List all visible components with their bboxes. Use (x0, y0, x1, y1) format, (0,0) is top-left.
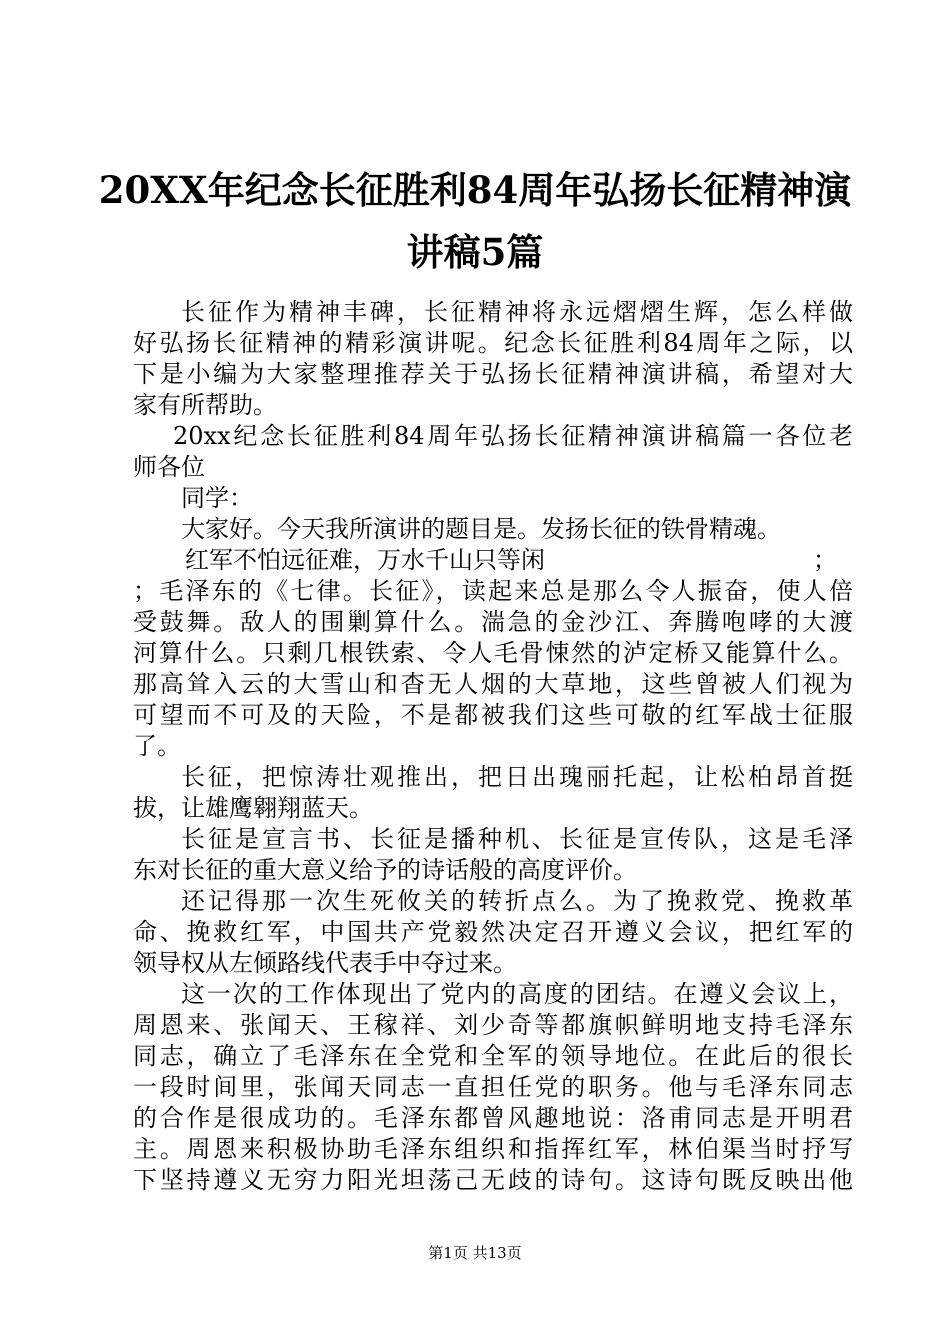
paragraph-line: 拔，让雄鹰翱翔蓝天。 (133, 794, 373, 822)
paragraph-line: 家有所帮助。 (133, 391, 277, 419)
paragraph-line: 受鼓舞。敌人的围剿算什么。湍急的金沙江、奔腾咆哮的大渡 (133, 608, 853, 636)
paragraph-line: 主。周恩来积极协助毛泽东组织和指挥红军，林伯渠当时抒写 (133, 1135, 853, 1163)
paragraph-line: 下坚持遵义无穷力阳光坦荡己无歧的诗句。这诗句既反映出他 (133, 1166, 853, 1194)
document-body (133, 297, 853, 1196)
page-footer: 第1页 共13页 (428, 1244, 522, 1262)
paragraph-line: 周恩来、张闻天、王稼祥、刘少奇等都旗帜鲜明地支持毛泽东 (133, 1011, 853, 1039)
paragraph-line: 师各位 (133, 453, 205, 481)
document-title-line-1: 20XX年纪念长征胜利84周年弘扬长征精神演 (98, 168, 852, 212)
paragraph-line: 东对长征的重大意义给予的诗话般的高度评价。 (133, 856, 637, 884)
paragraph-line: 长征，把惊涛壮观推出，把日出瑰丽托起，让松柏昂首挺 (181, 763, 853, 791)
poem-line: 红军不怕远征难，万水千山只等闲 (185, 546, 545, 574)
paragraph-line: 命、挽救红军，中国共产党毅然决定召开遵义会议，把红军的 (133, 918, 853, 946)
paragraph-line: 好弘扬长征精神的精彩演讲呢。纪念长征胜利84周年之际，以 (133, 329, 853, 357)
paragraph-line: 同学： (181, 484, 253, 512)
paragraph-line: 了。 (133, 732, 181, 760)
paragraph-line: 可望而不可及的天险，不是都被我们这些可敬的红军战士征服 (133, 701, 853, 729)
paragraph-line: 的合作是很成功的。毛泽东都曾风趣地说：洛甫同志是开明君 (133, 1104, 853, 1132)
paragraph-line: 长征是宣言书、长征是播种机、长征是宣传队，这是毛泽 (181, 825, 853, 853)
paragraph-line: 下是小编为大家整理推荐关于弘扬长征精神演讲稿，希望对大 (133, 360, 853, 388)
paragraph-line: 还记得那一次生死攸关的转折点么。为了挽救党、挽救革 (181, 887, 853, 915)
paragraph-line: 长征作为精神丰碑，长征精神将永远熠熠生辉，怎么样做 (181, 298, 853, 326)
paragraph-line: 领导权从左倾路线代表手中夺过来。 (133, 949, 517, 977)
paragraph-line: 大家好。今天我所演讲的题目是。发扬长征的铁骨精魂。 (181, 515, 781, 543)
paragraph-line: 那高耸入云的大雪山和杳无人烟的大草地，这些曾被人们视为 (133, 670, 853, 698)
paragraph-line: 20xx纪念长征胜利84周年弘扬长征精神演讲稿篇一各位老 (173, 422, 853, 450)
paragraph-line: 这一次的工作体现出了党内的高度的团结。在遵义会议上， (181, 980, 853, 1008)
paragraph-line: 一段时间里，张闻天同志一直担任党的职务。他与毛泽东同志 (133, 1073, 853, 1101)
paragraph-line: ；毛泽东的《七律。长征》，读起来总是那么令人振奋，使人倍 (133, 577, 853, 605)
semicolon: ； (813, 546, 837, 574)
paragraph-line: 同志，确立了毛泽东在全党和全军的领导地位。在此后的很长 (133, 1042, 853, 1070)
paragraph-line (133, 545, 853, 576)
paragraph-line: 河算什么。只剩几根铁索、令人毛骨悚然的泸定桥又能算什么。 (133, 639, 853, 667)
document-title-line-2: 讲稿5篇 (406, 230, 544, 274)
